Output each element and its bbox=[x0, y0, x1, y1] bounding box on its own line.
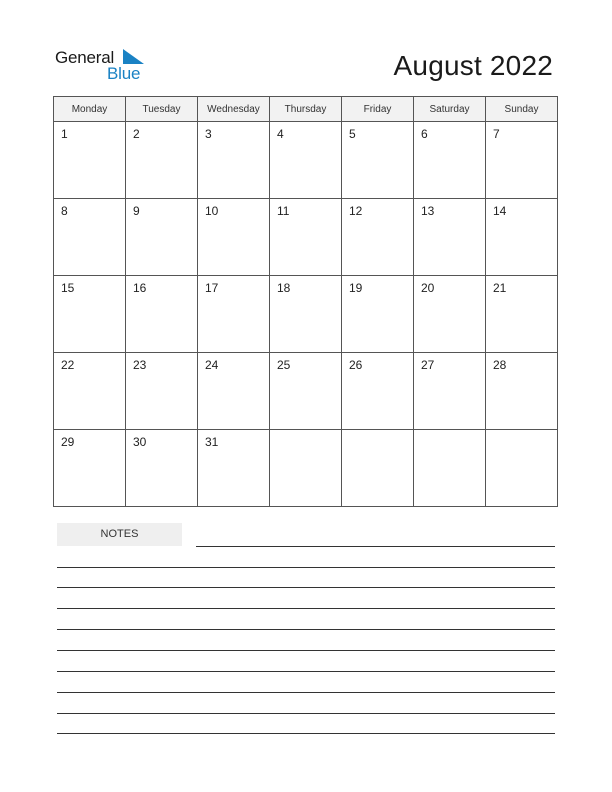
day-cell bbox=[270, 430, 342, 507]
day-number: 11 bbox=[277, 204, 290, 218]
day-cell bbox=[486, 199, 558, 276]
weekday-header: Thursday bbox=[270, 97, 342, 122]
notes-line bbox=[57, 650, 555, 651]
notes-line bbox=[57, 629, 555, 630]
day-number: 10 bbox=[205, 204, 219, 218]
day-cell bbox=[126, 430, 198, 507]
day-cell bbox=[486, 122, 558, 199]
day-number: 23 bbox=[133, 358, 147, 372]
brand-name-general: General bbox=[55, 48, 115, 67]
day-cell bbox=[54, 199, 126, 276]
day-number: 1 bbox=[61, 127, 68, 141]
day-cell bbox=[486, 353, 558, 430]
week-row bbox=[54, 199, 558, 276]
weekday-header: Saturday bbox=[414, 97, 486, 122]
day-cell bbox=[270, 122, 342, 199]
day-number: 12 bbox=[349, 204, 363, 218]
day-number: 3 bbox=[205, 127, 212, 141]
day-number: 28 bbox=[493, 358, 507, 372]
day-cell bbox=[198, 430, 270, 507]
week-row bbox=[54, 353, 558, 430]
day-number: 22 bbox=[61, 358, 75, 372]
day-cell bbox=[198, 276, 270, 353]
day-cell bbox=[270, 353, 342, 430]
day-number: 24 bbox=[205, 358, 219, 372]
day-number: 2 bbox=[133, 127, 140, 141]
day-cell bbox=[414, 199, 486, 276]
day-number bbox=[270, 430, 341, 435]
calendar-grid bbox=[53, 96, 558, 507]
day-cell bbox=[126, 199, 198, 276]
weekday-header: Tuesday bbox=[126, 97, 198, 122]
day-number: 8 bbox=[61, 204, 68, 218]
day-cell bbox=[270, 276, 342, 353]
day-number: 13 bbox=[421, 204, 435, 218]
day-number: 15 bbox=[61, 281, 75, 295]
notes-line bbox=[57, 671, 555, 672]
weekday-header: Wednesday bbox=[198, 97, 270, 122]
day-cell bbox=[126, 122, 198, 199]
day-cell bbox=[54, 122, 126, 199]
day-number: 25 bbox=[277, 358, 291, 372]
day-cell bbox=[414, 276, 486, 353]
day-cell bbox=[198, 122, 270, 199]
weekday-header: Friday bbox=[342, 97, 414, 122]
notes-line bbox=[57, 733, 555, 734]
day-number: 31 bbox=[205, 435, 219, 449]
day-number: 20 bbox=[421, 281, 435, 295]
notes-label: NOTES bbox=[57, 523, 182, 546]
day-cell bbox=[198, 199, 270, 276]
day-cell bbox=[54, 353, 126, 430]
weekday-header-row bbox=[54, 97, 558, 122]
day-cell bbox=[342, 353, 414, 430]
day-number: 27 bbox=[421, 358, 435, 372]
day-cell bbox=[126, 353, 198, 430]
day-cell bbox=[342, 276, 414, 353]
day-cell bbox=[342, 430, 414, 507]
day-cell bbox=[342, 199, 414, 276]
day-number: 16 bbox=[133, 281, 147, 295]
day-number: 21 bbox=[493, 281, 507, 295]
day-number: 29 bbox=[61, 435, 75, 449]
notes-line bbox=[57, 587, 555, 588]
day-number: 26 bbox=[349, 358, 363, 372]
week-row bbox=[54, 430, 558, 507]
notes-line bbox=[57, 567, 555, 568]
week-row bbox=[54, 276, 558, 353]
notes-line bbox=[196, 546, 555, 547]
weekday-header: Monday bbox=[54, 97, 126, 122]
brand-logo bbox=[55, 46, 155, 86]
day-number bbox=[342, 430, 413, 435]
day-cell bbox=[126, 276, 198, 353]
day-number: 5 bbox=[349, 127, 356, 141]
day-number bbox=[486, 430, 557, 435]
day-number: 18 bbox=[277, 281, 291, 295]
day-cell bbox=[486, 276, 558, 353]
weekday-header: Sunday bbox=[486, 97, 558, 122]
day-number: 14 bbox=[493, 204, 507, 218]
month-title: August 2022 bbox=[393, 50, 553, 81]
day-cell bbox=[198, 353, 270, 430]
brand-name-blue: Blue bbox=[107, 64, 141, 83]
notes-line bbox=[57, 608, 555, 609]
logo-triangle-icon bbox=[123, 49, 145, 65]
day-cell bbox=[54, 430, 126, 507]
day-number: 19 bbox=[349, 281, 363, 295]
day-cell bbox=[414, 353, 486, 430]
day-number: 30 bbox=[133, 435, 147, 449]
day-number: 9 bbox=[133, 204, 140, 218]
day-number: 17 bbox=[205, 281, 219, 295]
day-cell bbox=[270, 199, 342, 276]
day-number: 4 bbox=[277, 127, 284, 141]
day-number bbox=[414, 430, 485, 435]
week-row bbox=[54, 122, 558, 199]
day-cell bbox=[54, 276, 126, 353]
notes-line bbox=[57, 713, 555, 714]
day-cell bbox=[414, 430, 486, 507]
day-number: 6 bbox=[421, 127, 428, 141]
day-cell bbox=[414, 122, 486, 199]
day-cell bbox=[486, 430, 558, 507]
notes-line bbox=[57, 692, 555, 693]
day-number: 7 bbox=[493, 127, 500, 141]
day-cell bbox=[342, 122, 414, 199]
